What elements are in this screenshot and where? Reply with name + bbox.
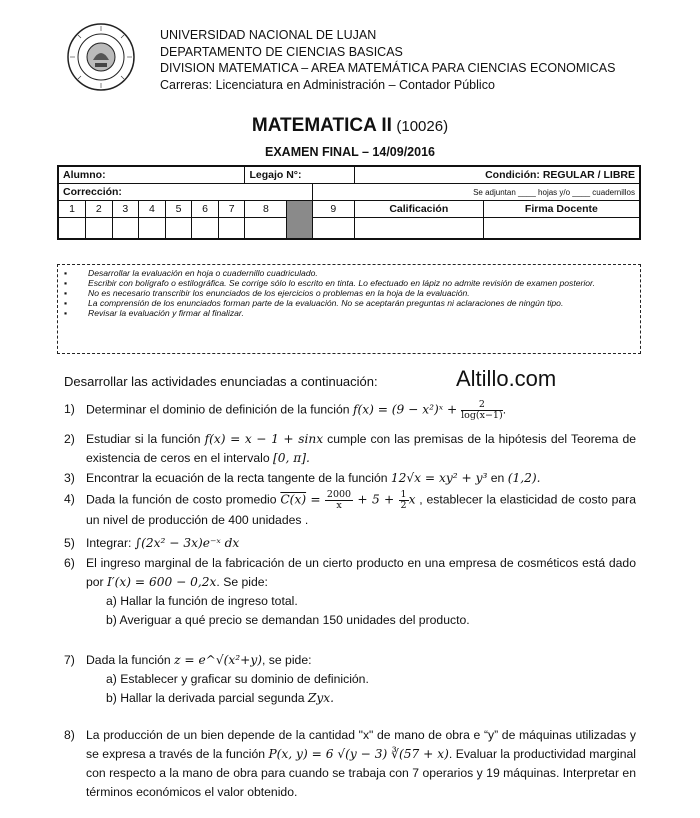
brand-watermark: Altillo.com — [456, 366, 557, 391]
rule-item: ▪ Desarrollar la evaluación en hoja o cuadernillo cuadriculado. — [88, 268, 636, 278]
col-4: 4 — [139, 201, 166, 218]
sub-item: b) Averiguar a qué precio se demandan 150 unidades del producto. — [106, 613, 470, 627]
university-name: UNIVERSIDAD NACIONAL DE LUJAN — [160, 28, 377, 42]
col-5: 5 — [165, 201, 192, 218]
condicion-field[interactable]: Condición: REGULAR / LIBRE — [354, 166, 640, 184]
formula: ∫(2x² − 3x)e⁻ˣ dx — [134, 536, 240, 550]
intro-text: Desarrollar las actividades enunciadas a continuación: — [64, 374, 378, 389]
formula: C(x) — [280, 492, 307, 507]
grade-cell[interactable] — [165, 218, 192, 240]
firma-header: Firma Docente — [483, 201, 640, 218]
course-code: (10026) — [396, 118, 449, 135]
exercise-number: 8) — [64, 728, 75, 742]
careers-line: Carreras: Licenciatura en Administración – Contador Público — [160, 77, 495, 92]
adjuntan-field: Se adjuntan ____ hojas y/o ____ cuadernillos — [312, 184, 640, 201]
grade-cell[interactable] — [245, 218, 287, 240]
col-3: 3 — [112, 201, 139, 218]
exercise-number: 7) — [64, 653, 75, 667]
shaded-cell — [287, 201, 312, 240]
grade-header-row — [58, 201, 640, 218]
exercise-number: 5) — [64, 536, 75, 550]
exam-subtitle: EXAMEN FINAL – 14/09/2016 — [265, 145, 435, 159]
firma-cell[interactable] — [483, 218, 640, 240]
calificacion-header: Calificación — [354, 201, 483, 218]
exam-title — [0, 115, 700, 137]
formula: P(x, y) = 6 √(y − 3) ∛(57 + x) — [268, 747, 449, 761]
rule-item: ▪ Escribir con bolígrafo o estilográfica. Se corrige sólo lo escrito en tinta. Lo efectuado en lápiz no admite revisión de examen posterior. — [88, 278, 636, 288]
formula: I′(x) = 600 − 0,2x — [107, 575, 217, 589]
exercise-2: 2) Estudiar si la función f(x) = x − 1 + sinx cumple con las premisas de la hipótesis del Teorema de existencia de ceros en el intervalo [0, π]. — [64, 432, 637, 465]
formula: z = e^√(x²+y) — [174, 653, 263, 667]
exercise-4: 4) Dada la función de costo promedio C(x) = $\frac{2000}{x}$ + 5 + $\frac{1}{2}$ x , establecer la elasticidad de costo para un nivel de producción de 400 unidades . — [64, 489, 636, 527]
correccion-field: Corrección: — [58, 184, 312, 201]
exercise-8: 8) La producción de un bien depende de la cantidad "x" de mano de obra e “y” de máquinas utilizadas y se expresa a través de la función P(x, y) = 6 √(y − 3) ∛(57 + x). Evaluar la productividad marginal con respecto a la mano de obra para cuando se trabaja con 7 operarios y 19 máquinas. Interpretar en términos económicos el valor obtenido. — [64, 728, 636, 799]
sub-item: b) Hallar la derivada parcial segunda — [106, 691, 308, 705]
col-6: 6 — [192, 201, 219, 218]
grade-cell[interactable] — [112, 218, 139, 240]
sub-item: a) Establecer y graficar su dominio de definición. — [106, 672, 369, 686]
grade-cell[interactable] — [85, 218, 112, 240]
col-7: 7 — [218, 201, 245, 218]
formula: f(x) = x − 1 + sinx — [204, 432, 324, 446]
header-block — [160, 27, 615, 93]
grade-cell[interactable] — [218, 218, 245, 240]
sub-item: a) Hallar la función de ingreso total. — [106, 594, 298, 608]
exercise-6: 6) El ingreso marginal de la fabricación de un cierto producto en una empresa de cosméticos está dado por I′(x) = 600 − 0,2x. Se pide: a) Hallar la función de ingreso total. b) Averiguar a qué precio se demandan 150 unidades del producto. — [64, 554, 636, 630]
exercise-3: 3) Encontrar la ecuación de la recta tangente de la función 12√x = xy² + y³ en (1,2). — [64, 469, 636, 488]
formula: f(x) = (9 − x²)ˣ + — [352, 402, 462, 417]
grade-entry-row — [58, 218, 640, 240]
grade-cell[interactable] — [312, 218, 354, 240]
exercise-number: 2) — [64, 432, 75, 446]
col-2: 2 — [85, 201, 112, 218]
grade-cell[interactable] — [139, 218, 166, 240]
calificacion-cell[interactable] — [354, 218, 483, 240]
exercise-number: 1) — [64, 402, 75, 416]
grade-cell[interactable] — [58, 218, 85, 240]
grade-cell[interactable] — [192, 218, 219, 240]
col-8: 8 — [245, 201, 287, 218]
exercise-5: 5) Integrar: ∫(2x² − 3x)e⁻ˣ dx — [64, 534, 636, 553]
exercise-7: 7) Dada la función z = e^√(x²+y), se pide: a) Establecer y graficar su dominio de definición. b) Hallar la derivada parcial segunda Zyx. — [64, 651, 636, 708]
university-seal — [66, 22, 136, 92]
exercise-number: 3) — [64, 471, 75, 485]
exercise-number: 6) — [64, 556, 75, 570]
exercise-1: 1) Determinar el dominio de definición de la función f(x) = (9 − x²)ˣ + $\frac{2}{\log(x-1)}$ . — [64, 399, 507, 421]
exercise-number: 4) — [64, 492, 75, 506]
rule-item: ▪ La comprensión de los enunciados forman parte de la evaluación. No se aceptarán preguntas ni aclaraciones de ningún tipo. — [88, 298, 636, 308]
col-9: 9 — [312, 201, 354, 218]
legajo-field[interactable]: Legajo N°: — [245, 166, 354, 184]
rule-item: ▪ No es necesario transcribir los enunciados de los ejercicios o problemas en la hoja de la evaluación. — [88, 288, 636, 298]
alumno-field[interactable]: Alumno: — [58, 166, 245, 184]
course-name: MATEMATICA II — [251, 115, 392, 136]
rules-box — [57, 264, 641, 354]
department-name: DEPARTAMENTO DE CIENCIAS BASICAS — [160, 44, 403, 59]
division-name: DIVISION MATEMATICA – AREA MATEMÁTICA PARA CIENCIAS ECONOMICAS — [160, 61, 616, 75]
col-1: 1 — [58, 201, 85, 218]
rule-item: ▪ Revisar la evaluación y firmar al finalizar. — [88, 308, 636, 318]
student-info-table — [57, 165, 641, 240]
formula: 12√x = xy² + y³ — [390, 471, 488, 485]
